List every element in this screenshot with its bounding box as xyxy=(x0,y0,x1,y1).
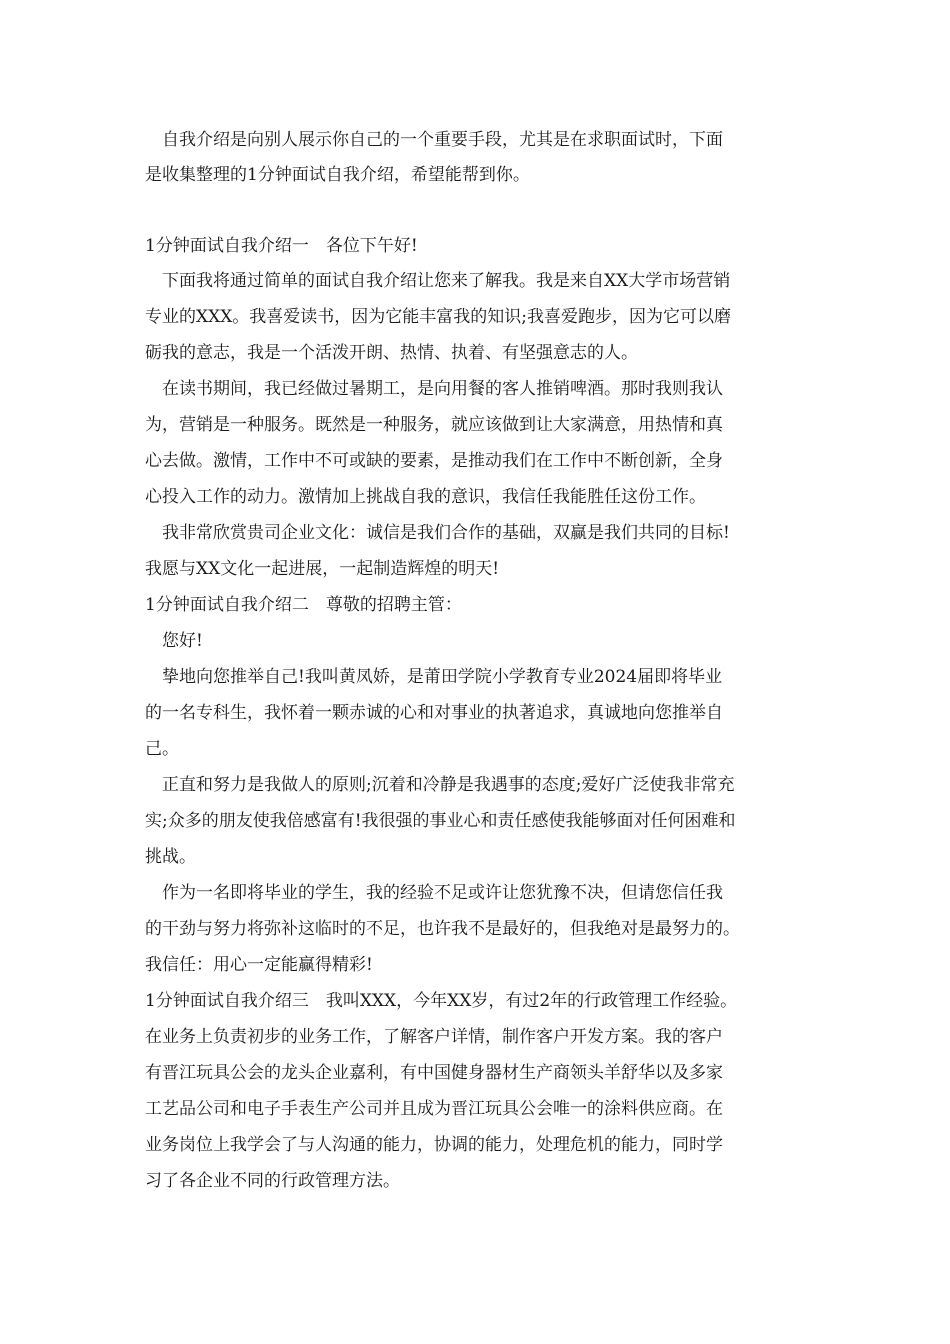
paragraph-line: 的干劲与努力将弥补这临时的不足，也许我不是最好的，但我绝对是最努力的。 xyxy=(145,919,740,939)
paragraph-line: 的一名专科生，我怀着一颗赤诚的心和对事业的执著追求，真诚地向您推举自 xyxy=(145,703,723,723)
paragraph-line: 心投入工作的动力。激情加上挑战自我的意识，我信任我能胜任这份工作。 xyxy=(145,487,706,507)
paragraph-line: 工艺品公司和电子手表生产公司并且成为晋江玩具公会唯一的涂料供应商。在 xyxy=(145,1099,723,1119)
paragraph-line: 我非常欣赏贵司企业文化：诚信是我们合作的基础，双赢是我们共同的目标! xyxy=(145,523,730,543)
paragraph-line: 业务岗位上我学会了与人沟通的能力，协调的能力，处理危机的能力，同时学 xyxy=(145,1135,723,1155)
paragraph-line: 我愿与XX文化一起进展，一起制造辉煌的明天! xyxy=(145,559,500,579)
paragraph-line: 您好! xyxy=(145,631,203,651)
paragraph-line: 下面我将通过简单的面试自我介绍让您来了解我。我是来自XX大学市场营销 xyxy=(145,271,731,291)
paragraph-line: 为，营销是一种服务。既然是一种服务，就应该做到让大家满意，用热情和真 xyxy=(145,415,723,435)
paragraph-line: 作为一名即将毕业的学生，我的经验不足或许让您犹豫不决，但请您信任我 xyxy=(145,883,723,903)
section-heading: 1分钟面试自我介绍三 我叫XXX，今年XX岁，有过2年的行政管理工作经验。 xyxy=(145,991,738,1011)
paragraph-line: 挚地向您推举自己!我叫黄凤娇，是莆田学院小学教育专业2024届即将毕业 xyxy=(145,667,723,687)
section-heading: 1分钟面试自我介绍二 尊敬的招聘主管： xyxy=(145,595,462,615)
intro-line: 是收集整理的1分钟面试自我介绍，希望能帮到你。 xyxy=(145,165,530,185)
paragraph-line: 专业的XXX。我喜爱读书，因为它能丰富我的知识;我喜爱跑步，因为它可以磨 xyxy=(145,307,732,327)
paragraph-line: 己。 xyxy=(145,739,179,759)
section-heading: 1分钟面试自我介绍一 各位下午好! xyxy=(145,236,418,256)
paragraph-line: 有晋江玩具公会的龙头企业嘉利，有中国健身器材生产商领头羊舒华以及多家 xyxy=(145,1063,723,1083)
paragraph-line: 我信任：用心一定能赢得精彩! xyxy=(145,955,373,975)
paragraph-line: 实;众多的朋友使我倍感富有!我很强的事业心和责任感使我能够面对任何困难和 xyxy=(145,811,736,831)
paragraph-line: 习了各企业不同的行政管理方法。 xyxy=(145,1171,400,1191)
paragraph-line: 在业务上负责初步的业务工作，了解客户详情，制作客户开发方案。我的客户 xyxy=(145,1027,723,1047)
paragraph-line: 挑战。 xyxy=(145,847,196,867)
paragraph-line: 砺我的意志，我是一个活泼开朗、热情、执着、有坚强意志的人。 xyxy=(145,343,638,363)
intro-line: 自我介绍是向别人展示你自己的一个重要手段，尤其是在求职面试时，下面 xyxy=(145,130,723,150)
paragraph-line: 心去做。激情，工作中不可或缺的要素，是推动我们在工作中不断创新，全身 xyxy=(145,451,723,471)
paragraph-line: 在读书期间，我已经做过暑期工，是向用餐的客人推销啤酒。那时我则我认 xyxy=(145,379,723,399)
paragraph-line: 正直和努力是我做人的原则;沉着和冷静是我遇事的态度;爱好广泛使我非常充 xyxy=(145,775,735,795)
